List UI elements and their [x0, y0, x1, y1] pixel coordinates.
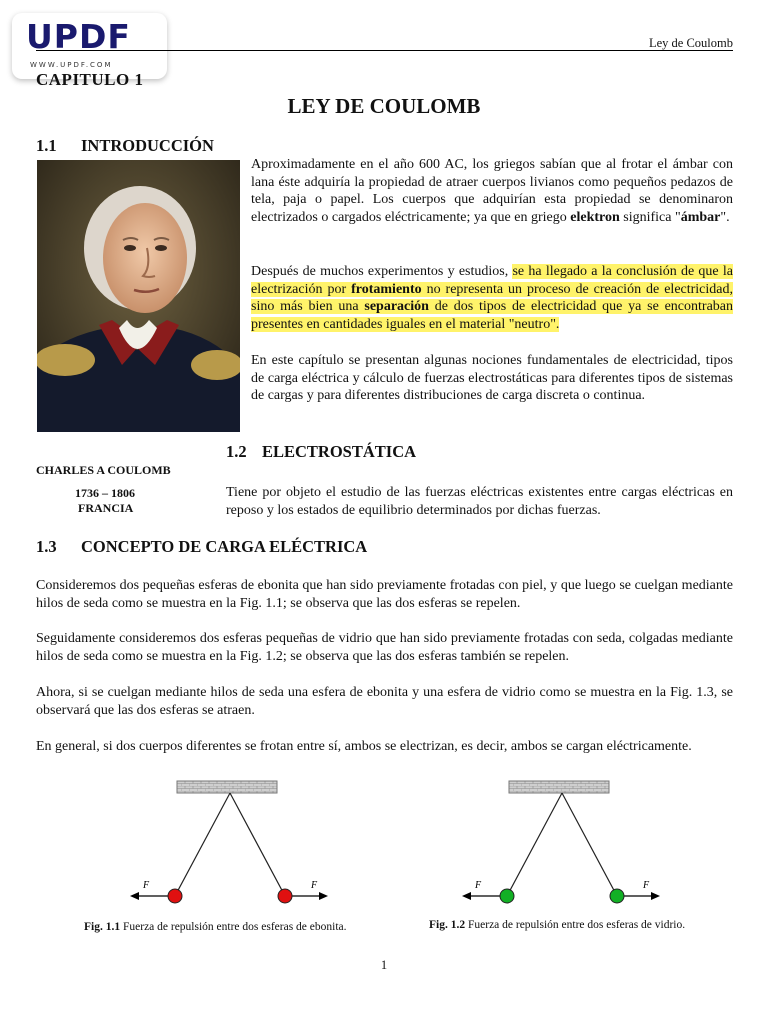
- glass-sphere-right: [610, 889, 624, 903]
- figure-1-2-caption: [429, 919, 685, 931]
- text-run: Después de muchos experimentos y estudios,: [251, 264, 513, 279]
- section-number: 1.1: [36, 136, 57, 155]
- ceiling-support: [177, 781, 277, 793]
- figure-1-1-diagram: [125, 776, 335, 911]
- ceiling-support: [509, 781, 609, 793]
- section-title: ELECTROSTÁTICA: [262, 442, 417, 461]
- intro-paragraph-3: En este capítulo se presentan algunas nociones fundamentales de electricidad, tipos de carga eléctrica y cálculo de fuerzas electrostáticas para diferentes tipos de sistemas de cargas y para diferentes distribuciones de carga discreta o continua.: [251, 353, 733, 403]
- logo-wordmark: UPDF: [26, 17, 131, 56]
- section-number: 1.2: [226, 442, 247, 461]
- text-run: Aproximadamente en el año 600 AC, los griegos sabían que al frotar el ámbar con lana éste adquiría la propiedad de atraer cuerpos livianos como pequeños pedazos de tela, paja o papel. Los cuerpos que adquirían esta propiedad se denominaron electrizados o cargados eléctricamente; ya que en griego: [251, 157, 733, 225]
- figure-1-1-caption: [84, 921, 347, 933]
- carga-paragraph-1: Consideremos dos pequeñas esferas de ebonita que han sido previamente frotadas con piel, y que luego se cuelgan mediante hilos de seda como se muestra en la Fig. 1.1; se observa que las dos esferas se repelen.: [36, 578, 733, 611]
- bold-term-ambar: ámbar: [680, 209, 721, 225]
- figure-1-2-diagram: [457, 776, 667, 911]
- carga-paragraph-2: Seguidamente consideremos dos esferas pequeñas de vidrio que han sido previamente frotadas con seda, colgadas mediante hilos de seda como se muestra en la Fig. 1.2; se observa que las dos esferas también se repelen.: [36, 631, 733, 664]
- bold-term-elektron: elektron: [570, 209, 620, 225]
- force-label-left: F: [475, 880, 482, 891]
- bold-term-separacion: separación: [364, 299, 429, 314]
- thread-right: [230, 793, 285, 896]
- figure-caption-text: Fuerza de repulsión entre dos esferas de vidrio.: [467, 919, 686, 931]
- running-header: Ley de Coulomb: [648, 36, 733, 50]
- logo-url: WWW.UPDF.COM: [30, 61, 113, 69]
- portrait-country: FRANCIA: [78, 501, 134, 515]
- ebonite-sphere-left: [168, 889, 182, 903]
- arrowhead-left: [130, 892, 139, 900]
- page-title: LEY DE COULOMB: [287, 94, 481, 118]
- thread-left: [175, 793, 230, 896]
- section-heading-1-1: [36, 136, 214, 156]
- figure-caption-text: Fuerza de repulsión entre dos esferas de ebonita.: [122, 921, 347, 933]
- intro-paragraph-1: [251, 156, 733, 226]
- thread-right: [562, 793, 617, 896]
- section-title: INTRODUCCIÓN: [81, 136, 214, 155]
- force-label-right: F: [311, 880, 318, 891]
- force-label-left: F: [143, 880, 150, 891]
- figure-label: Fig. 1.2: [429, 919, 466, 931]
- text-run: se ha llegado a la conclusión de que la electrización por: [251, 264, 733, 297]
- portrait-name: CHARLES A COULOMB: [36, 463, 171, 477]
- arrowhead-right: [319, 892, 328, 900]
- arrowhead-right: [651, 892, 660, 900]
- carga-paragraph-4: En general, si dos cuerpos diferentes se frotan entre sí, ambos se electrizan, es decir, ambos se cargan eléctricamente.: [36, 739, 692, 754]
- section-title: CONCEPTO DE CARGA ELÉCTRICA: [81, 537, 368, 556]
- page-number: 1: [380, 958, 388, 972]
- arrowhead-left: [462, 892, 471, 900]
- force-label-right: F: [643, 880, 650, 891]
- section-heading-1-2: [226, 442, 416, 462]
- portrait-years: 1736 – 1806: [75, 486, 135, 500]
- ebonite-sphere-right: [278, 889, 292, 903]
- coulomb-portrait: [37, 160, 240, 432]
- carga-paragraph-3: Ahora, si se cuelgan mediante hilos de seda una esfera de ebonita y una esfera de vidrio como se muestra en la Fig. 1.3, se observará que las dos esferas se atraen.: [36, 685, 733, 718]
- glass-sphere-left: [500, 889, 514, 903]
- text-run: no representa un proceso de creación de electricidad, sino más bien una: [251, 281, 734, 314]
- figure-label: Fig. 1.1: [84, 921, 121, 933]
- text-run: de dos tipos de electricidad que ya se encontraban presentes en cantidades iguales en el material "neutro".: [251, 299, 733, 332]
- header-rule: [36, 50, 733, 51]
- bold-term-frotamiento: frotamiento: [351, 281, 422, 297]
- electrostatica-paragraph: Tiene por objeto el estudio de las fuerzas eléctricas existentes entre cargas eléctricas en reposo y los estados de equilibrio determinados por dichas fuerzas.: [226, 485, 733, 518]
- text-run: significa ": [619, 209, 681, 225]
- chapter-label: CAPITULO 1: [36, 70, 144, 89]
- section-heading-1-3: [36, 537, 367, 557]
- section-number: 1.3: [36, 537, 57, 556]
- thread-left: [507, 793, 562, 896]
- intro-paragraph-2: [251, 263, 733, 333]
- text-run: ".: [720, 209, 730, 225]
